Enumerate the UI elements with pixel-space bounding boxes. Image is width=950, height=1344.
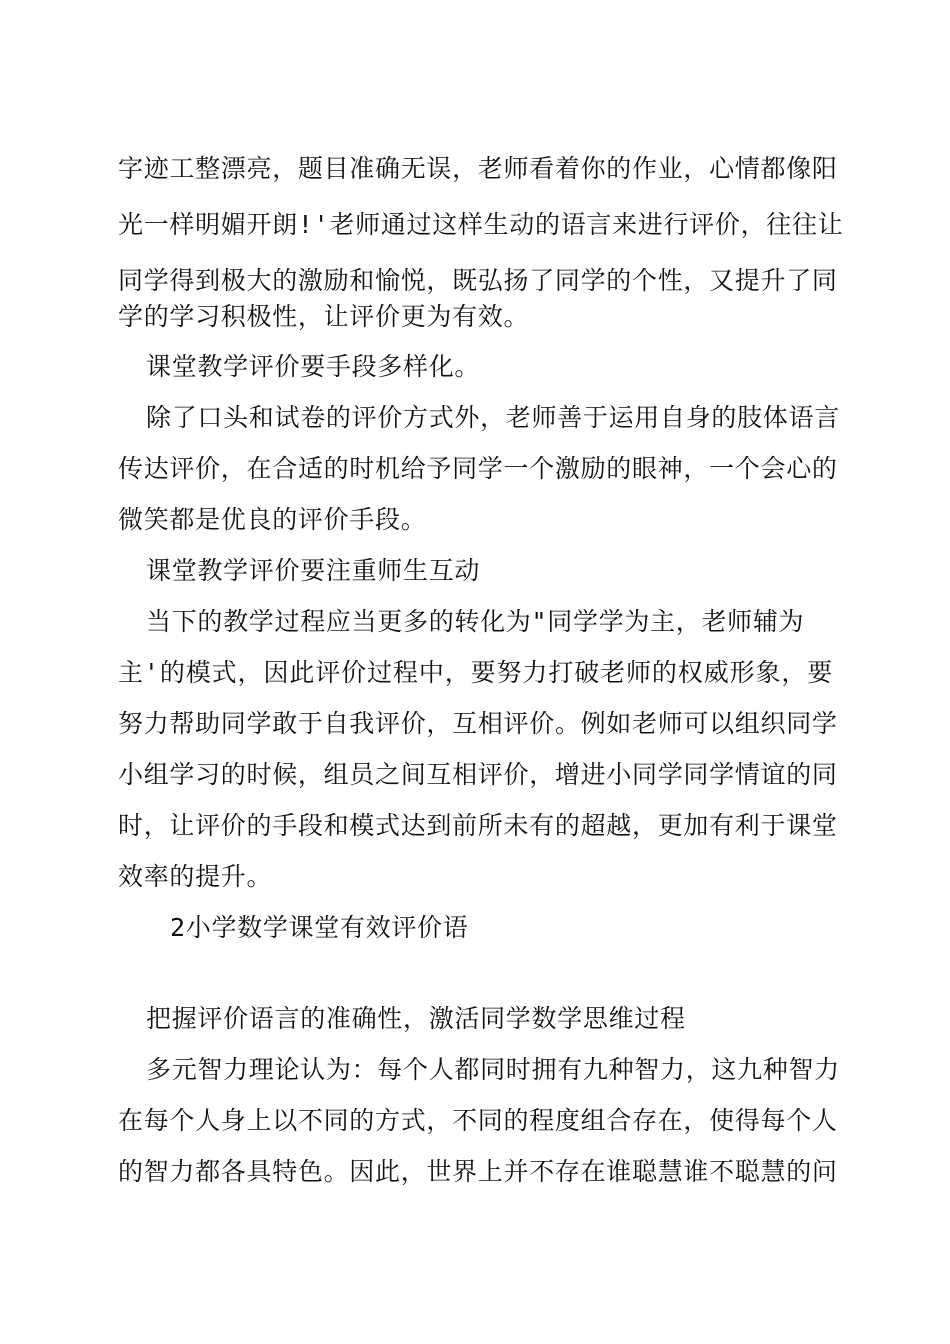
paragraph-line: 当下的教学过程应当更多的转化为"同学学为主，老师辅为 — [146, 607, 805, 636]
section-heading: 把握评价语言的准确性，激活同学数学思维过程 — [146, 1004, 686, 1033]
paragraph-line: 小组学习的时候，组员之间互相评价，增进小同学同学情谊的同 — [118, 760, 838, 789]
paragraph-line: 学的学习积极性，让评价更为有效。 — [118, 302, 530, 331]
paragraph-line: 的智力都各具特色。因此，世界上并不存在谁聪慧谁不聪慧的问 — [118, 1157, 838, 1186]
paragraph-line: 主'的模式，因此评价过程中，要努力打破老师的权威形象，要 — [118, 658, 833, 687]
paragraph-line: 微笑都是优良的评价手段。 — [118, 505, 427, 534]
chapter-heading: 2小学数学课堂有效评价语 — [170, 913, 469, 942]
paragraph-line: 同学得到极大的激励和愉悦，既弘扬了同学的个性，又提升了同 — [118, 266, 838, 295]
paragraph-line: 光一样明媚开朗!'老师通过这样生动的语言来进行评价，往往让 — [118, 210, 844, 239]
section-heading: 课堂教学评价要注重师生互动 — [146, 556, 481, 585]
paragraph-line: 效率的提升。 — [118, 862, 273, 891]
paragraph-line: 努力帮助同学敢于自我评价，互相评价。例如老师可以组织同学 — [118, 709, 838, 738]
paragraph-line: 字迹工整漂亮，题目准确无误，老师看着你的作业，心情都像阳 — [118, 154, 838, 183]
paragraph-line: 时，让评价的手段和模式达到前所未有的超越，更加有利于课堂 — [118, 811, 838, 840]
section-heading: 课堂教学评价要手段多样化。 — [146, 352, 481, 381]
paragraph-line: 除了口头和试卷的评价方式外，老师善于运用自身的肢体语言 — [146, 403, 840, 432]
paragraph-line: 在每个人身上以不同的方式，不同的程度组合存在，使得每个人 — [118, 1106, 838, 1135]
paragraph-line: 传达评价，在合适的时机给予同学一个激励的眼神，一个会心的 — [118, 454, 838, 483]
paragraph-line: 多元智力理论认为：每个人都同时拥有九种智力，这九种智力 — [146, 1055, 840, 1084]
